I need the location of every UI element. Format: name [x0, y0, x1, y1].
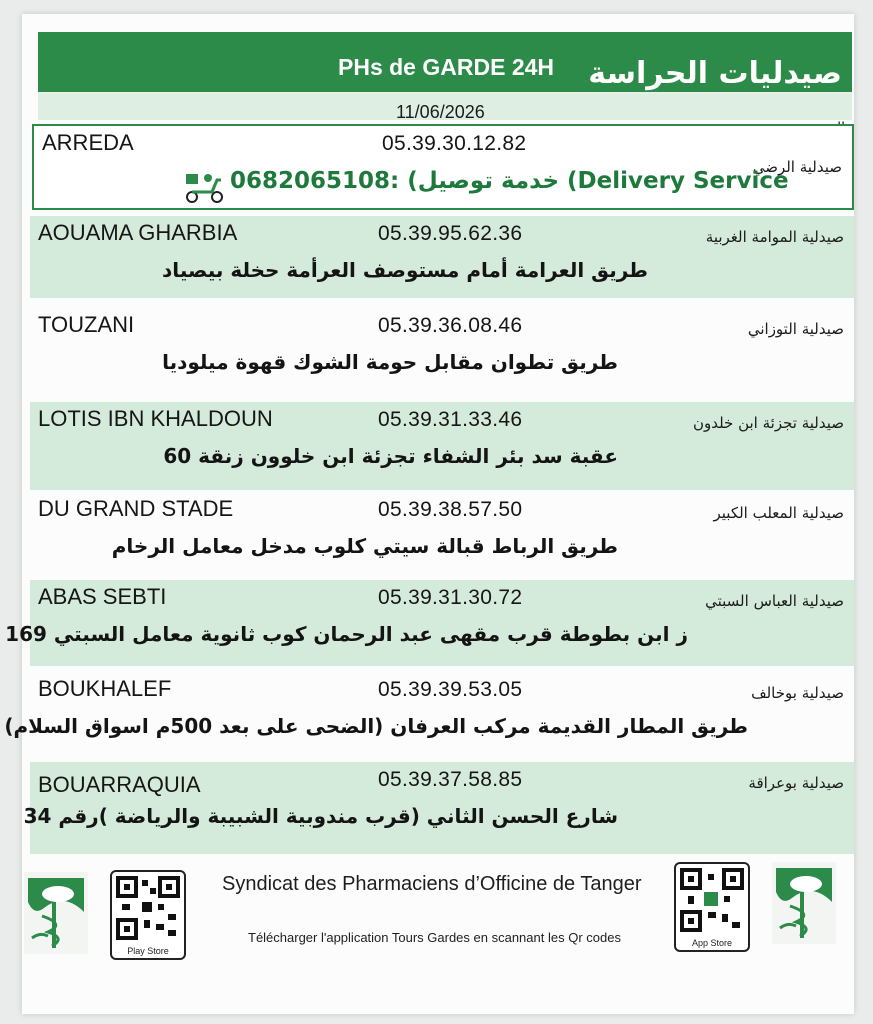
play-store-qr[interactable]: [110, 870, 186, 960]
app-store-label: App Store: [691, 938, 733, 948]
pharmacy-phone[interactable]: 05.39.39.53.05: [378, 678, 523, 701]
syndicate-logo-left-icon: [24, 872, 88, 954]
pharmacy-name-fr: ABAS SEBTI: [38, 584, 167, 609]
title-fr: PHs de GARDE 24H: [338, 54, 555, 80]
pharmacy-phone[interactable]: 05.39.36.08.46: [378, 314, 523, 337]
pharmacy-name-fr: ARREDA: [42, 130, 134, 155]
pharmacy-address: طريق المطار القديمة مركب العرفان (الضحى على بعد 500م اسواق السلام): [4, 714, 748, 738]
pharmacy-phone[interactable]: 05.39.37.58.85: [378, 768, 523, 791]
pharmacy-row: [5, 580, 854, 666]
delivery-service-text: 0682065108: (خدمة توصيل (Delivery Service: [230, 168, 789, 194]
delivery-scooter-icon: [184, 170, 226, 204]
pharmacy-phone[interactable]: 05.39.38.57.50: [378, 498, 523, 521]
date: 11/06/2026: [396, 102, 485, 122]
qr-code-icon: [678, 866, 746, 934]
download-note: Télécharger l'application Tours Gardes en scannant les Qr codes: [248, 930, 621, 945]
pharmacy-name-fr: TOUZANI: [38, 312, 135, 337]
pharmacy-address: طريق تطوان مقابل حومة الشوك قهوة ميلوديا: [162, 350, 618, 374]
pharmacy-row: [4, 672, 854, 756]
pharmacy-row: [32, 124, 854, 210]
syndicate-logo-right-icon: [772, 862, 836, 944]
pharmacy-address: ز ابن بطوطة قرب مقهى عبد الرحمان كوب ثانوية معامل السبتي 169: [5, 622, 688, 646]
play-store-label: Play Store: [127, 946, 169, 956]
pharmacy-name-fr: DU GRAND STADE: [38, 496, 234, 521]
pharmacy-name-fr: LOTIS IBN KHALDOUN: [38, 406, 273, 431]
pharmacy-address: شارع الحسن الثاني (قرب مندوبية الشبيبة والرياضة )رقم 34: [23, 804, 618, 828]
pharmacy-name-ar: صيدلية المعلب الكبير: [713, 504, 844, 522]
pharmacy-address: طريق العرامة أمام مستوصف العرأمة حخلة بيصياد: [162, 258, 648, 282]
pharmacy-name-ar: صيدلية بوعراقة: [748, 774, 844, 792]
qr-code-icon: [114, 874, 182, 942]
app-store-qr[interactable]: [674, 862, 750, 952]
pharmacy-row: [30, 308, 854, 392]
title-ar: صيدليات الحراسة: [588, 56, 842, 91]
pharmacy-phone[interactable]: 05.39.30.12.82: [382, 132, 527, 155]
pharmacy-row: [30, 216, 854, 298]
pharmacy-name-ar: صيدلية التوزاني: [747, 320, 844, 338]
pharmacy-phone[interactable]: 05.39.31.30.72: [378, 586, 523, 609]
pharmacy-name-ar: صيدلية تجزئة ابن خلدون: [692, 414, 844, 432]
syndicate-name: Syndicat des Pharmaciens d’Officine de Tanger: [222, 873, 642, 895]
pharmacy-address: عقبة سد بئر الشفاء تجزئة ابن خلوون زنقة 60: [163, 444, 618, 468]
pharmacy-name-fr: AOUAMA GHARBIA: [38, 220, 238, 245]
pharmacy-name-ar: صيدلية الموامة الغربية: [705, 228, 844, 246]
pharmacy-row: [23, 762, 854, 854]
pharmacy-address: طريق الرباط قبالة سيتي كلوب مدخل معامل الرخام: [111, 534, 618, 558]
pharmacy-phone[interactable]: 05.39.31.33.46: [378, 408, 523, 431]
pharmacy-name-ar: صيدلية العباس السبتي: [705, 592, 844, 610]
pharmacy-phone[interactable]: 05.39.95.62.36: [378, 222, 523, 245]
pharmacy-name-ar: صيدلية الرضي: [752, 158, 842, 176]
pharmacy-name-fr: BOUARRAQUIA: [38, 772, 201, 797]
pharmacy-name-fr: BOUKHALEF: [38, 676, 172, 701]
pharmacy-row: [30, 492, 854, 576]
pharmacy-name-ar: صيدلية بوخالف: [751, 684, 844, 702]
pharmacy-row: [30, 402, 854, 490]
